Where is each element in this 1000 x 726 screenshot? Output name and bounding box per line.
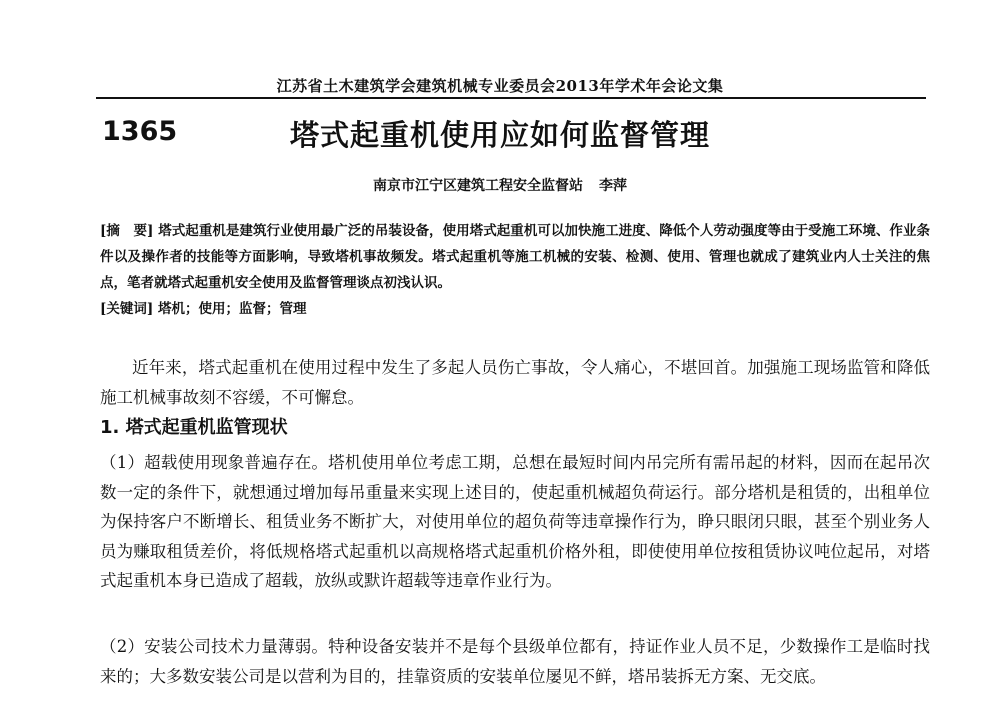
keywords bbox=[100, 297, 930, 317]
keywords-label: [关键词] bbox=[100, 301, 154, 317]
section-paragraph: （1）超载使用现象普遍存在。塔机使用单位考虑工期，总想在最短时间内吊完所有需吊起的材料，因而在起吊次数一定的条件下，就想通过增加每吊重量来实现上述目的，使起重机械超负荷运行。部分塔机是租赁的，出租单位为保持客户不断增长、租赁业务不断扩大，对使用单位的超负荷等违章操作行为，睁只眼闭只眼，甚至个别业务人员为赚取租赁差价，将低规格塔式起重机以高规格塔式起重机价格外租，即使使用单位按租赁协议吨位起吊，对塔式起重机本身已造成了超载，放纵或默许超载等违章作业行为。 bbox=[100, 453, 930, 590]
header-rule bbox=[96, 97, 926, 99]
section-paragraph: （2）安装公司技术力量薄弱。特种设备安装并不是每个县级单位都有，持证作业人员不足，少数操作工是临时找来的；大多数安装公司是以营利为目的，挂靠资质的安装单位屡见不鲜，塔吊装拆无方案、无交底。 bbox=[100, 637, 930, 686]
abstract bbox=[100, 218, 930, 296]
author-name: 李萍 bbox=[599, 178, 627, 194]
abstract-label: [摘 要] bbox=[100, 223, 154, 239]
keywords-text: 塔机；使用；监督；管理 bbox=[157, 301, 307, 317]
intro-paragraph: 近年来，塔式起重机在使用过程中发生了多起人员伤亡事故，令人痛心，不堪回首。加强施工现场监管和降低施工机械事故刻不容缓，不可懈怠。 bbox=[100, 358, 930, 407]
abstract-text: 塔式起重机是建筑行业使用最广泛的吊装设备，使用塔式起重机可以加快施工进度、降低个人劳动强度等由于受施工环境、作业条件以及操作者的技能等方面影响，导致塔机事故频发。塔式起重机等施工机械的安装、检测、使用、管理也就成了建筑业内人士关注的焦点，笔者就塔式起重机安全使用及监督管理谈点初浅认识。 bbox=[100, 223, 931, 291]
paper-title: 塔式起重机使用应如何监督管理 bbox=[289, 118, 710, 152]
author-line bbox=[0, 175, 1000, 195]
running-header: 江苏省土木建筑学会建筑机械专业委员会2013年学术年会论文集 bbox=[276, 77, 724, 95]
author-affiliation: 南京市江宁区建筑工程安全监督站 bbox=[373, 178, 583, 194]
section-heading: 1. 塔式起重机监管现状 bbox=[100, 417, 288, 438]
paper-number: 1365 bbox=[102, 116, 178, 147]
